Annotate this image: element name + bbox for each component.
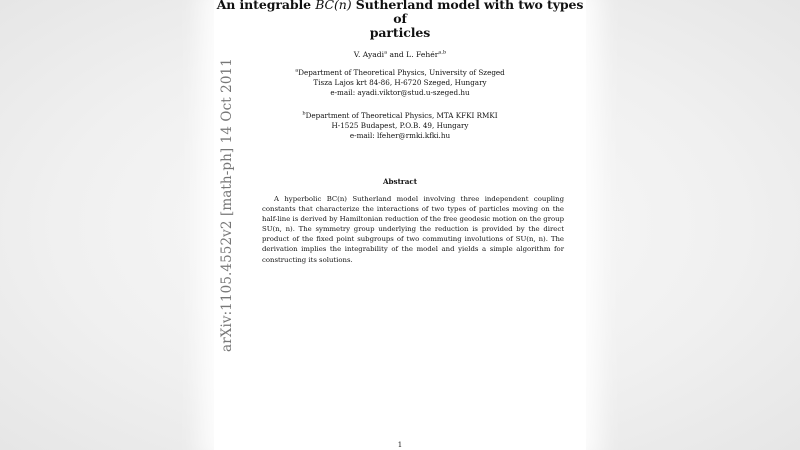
abstract-body: A hyperbolic BC(n) Sutherland model involving three independent coupling constants that characterize the interactions of two types of particles moving on the half-line is derived by Hamiltonian reduction of the free geodesic motion on the group SU(n, n). The symmetry group underlying the reduction is provided by the direct product of the fixed point subgroups of two commuting involutions of SU(n, n). The derivation implies the integrability of the model and yields a simple algorithm for constructing its solutions. [262, 195, 564, 264]
author-1-superscript: a [384, 49, 388, 56]
abstract-heading: Abstract [382, 177, 418, 186]
paper-page [214, 0, 586, 450]
affiliation-a-line-1: Department of Theoretical Physics, University of Szeged [298, 68, 505, 77]
affiliation-b-line-2: H-1525 Budapest, P.O.B. 49, Hungary [331, 121, 469, 130]
author-list [214, 50, 586, 60]
affiliation-b [214, 111, 586, 141]
affiliation-b-marker: b [302, 110, 306, 117]
paper-title [214, 0, 586, 40]
affiliation-b-email: e-mail: lfeher@rmki.kfki.hu [349, 131, 451, 140]
affiliation-a-email: e-mail: ayadi.viktor@stud.u-szeged.hu [330, 88, 470, 97]
affiliation-a-marker: a [295, 67, 299, 74]
title-text-end: Sutherland model with two types of [351, 0, 584, 26]
arxiv-identifier-stamp [214, 0, 240, 450]
arxiv-identifier-text: arXiv:1105.4552v2 [math-ph] 14 Oct 2011 [219, 58, 235, 352]
page-number: 1 [397, 441, 403, 449]
author-2-superscript: a,b [438, 49, 447, 56]
affiliation-b-line-1: Department of Theoretical Physics, MTA KFKI RMKI [305, 111, 498, 120]
affiliation-a [214, 68, 586, 98]
title-math: BC(n) [315, 0, 352, 12]
title-line-2: particles [369, 25, 431, 40]
affiliation-a-line-2: Tisza Lajos krt 84-86, H-6720 Szeged, Hungary [313, 78, 487, 87]
title-text-start: An integrable [216, 0, 316, 12]
author-1: V. Ayadi [353, 50, 385, 59]
author-2: and L. Fehér [387, 50, 439, 59]
